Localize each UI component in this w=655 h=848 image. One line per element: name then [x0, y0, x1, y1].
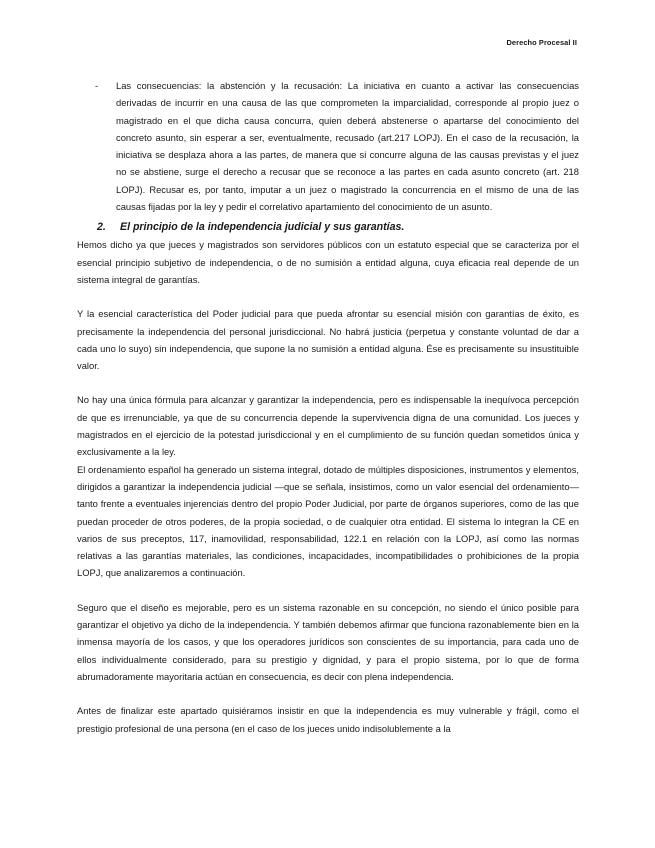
paragraph-4: El ordenamiento español ha generado un sistema integral, dotado de múltiples disposiciones, instrumentos y elementos, dirigidos a garantizar la independencia judicial —que se señala, insistimos, como un valor esencial del ordenamiento— tanto frente a eventuales injerencias dentro del propio Poder Judicial, por parte de órganos superiores, como de las que puedan proceder de otros poderes, de la propia sociedad, o de cualquier otra entidad. El sistema lo integran la CE en varios de sus preceptos, 117, inamovilidad, responsabilidad, 122.1 en relación con la LOPJ, así como las normas relativas a las garantías materiales, las condiciones, incapacidades, incompatibilidades o prohibiciones de la propia LOPJ, que analizaremos a continuación.: [77, 463, 579, 579]
paragraph-2: Y la esencial característica del Poder judicial para que pueda afrontar su esencial misión con garantías de éxito, es precisamente la independencia del personal jurisdiccional. No habrá justicia (perpetua y constante voluntad de dar a cada uno lo suyo) sin independencia, que supone la no sumisión a entidad alguna. Ése es precisamente su insustituible valor.: [77, 308, 579, 372]
paragraph-5: Seguro que el diseño es mejorable, pero es un sistema razonable en su concepción, no siendo el único posible para garantizar el objetivo ya dicho de la independencia. Y también debemos afirmar que funciona razonablemente bien en la inmensa mayoría de los casos, y que los operadores jurídicos son conscientes de su importancia, para cada uno de ellos individualmente considerado, para su prestigio y dignidad, y para el propio sistema, por lo que de forma abrumadoramente mayoritaria actúan en consecuencia, es decir con plena independencia.: [77, 601, 579, 682]
running-header: Derecho Procesal II: [506, 38, 577, 47]
bullet-text: Las consecuencias: la abstención y la recusación: La iniciativa en cuanto a activar las consecuencias derivadas de incurrir en una causa de las que comprometen la imparcialidad, corresponde al propio juez o magistrado en el que dicha causa concurra, quien deberá abstenerse o apartarse del conocimiento del concreto asunto, sin esperar a ser, eventualmente, recusado (art.217 LOPJ). En el caso de la recusación, la iniciativa se desplaza ahora a las partes, de manera que si concurre alguna de las causas previstas y el juez no se abstiene, surge el derecho a recusar que se reconoce a las partes en cada asunto concreto (art. 218 LOPJ). Recusar es, por tanto, imputar a un juez o magistrado la concurrencia en el mismo de una de las causas fijadas por la ley y pedir el correlativo apartamiento del conocimiento de un asunto.: [116, 80, 579, 213]
bullet-dash: -: [95, 80, 99, 91]
bullet-item-consecuencias: [77, 77, 579, 215]
section-number: 2.: [97, 221, 106, 234]
paragraph-6: Antes de finalizar este apartado quisiéramos insistir en que la independencia es muy vulnerable y frágil, como el prestigio profesional de una persona (en el caso de los jueces unido indisolublemente a la: [77, 705, 579, 734]
paragraph-3: No hay una única fórmula para alcanzar y garantizar la independencia, pero es indispensable la inequívoca percepción de que es irrenunciable, ya que de su concurrencia depende la supervivencia digna de una comunidad. Los jueces y magistrados en el ejercicio de la potestad jurisdiccional y en el cumplimiento de su función quedan sometidos única y exclusivamente a la ley.: [77, 394, 579, 458]
section-title: El principio de la independencia judicial y sus garantías.: [120, 221, 405, 234]
section-heading: [77, 218, 579, 236]
page-body: [77, 77, 579, 737]
paragraph-1: Hemos dicho ya que jueces y magistrados son servidores públicos con un estatuto especial que se caracteriza por el esencial principio subjetivo de independencia, o de no sumisión a entidad alguna, cuya eficacia real depende de un sistema integral de garantías.: [77, 239, 579, 285]
